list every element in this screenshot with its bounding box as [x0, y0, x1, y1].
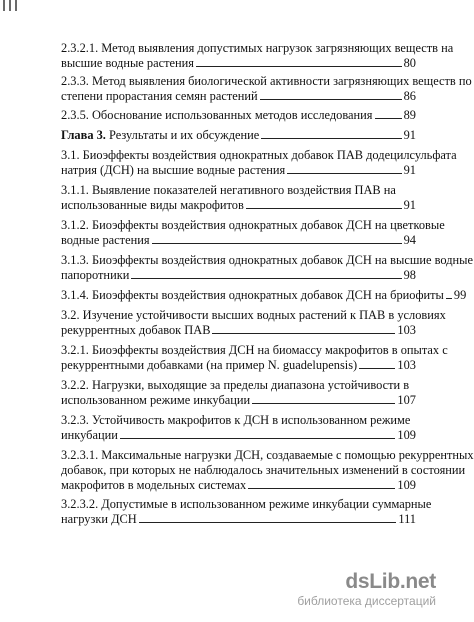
page-number: 109 [397, 478, 416, 492]
toc-line [61, 89, 416, 104]
dot-leader [139, 522, 397, 523]
toc-entry [61, 74, 472, 104]
toc-line [61, 41, 454, 56]
toc-text: 3.2.3.1. Максимальные нагрузки ДСН, создаваемые с помощью рекуррентных [61, 448, 474, 462]
page-number: 80 [403, 56, 416, 70]
toc-line [61, 378, 416, 393]
toc-line [61, 497, 432, 512]
toc-entry [61, 343, 448, 373]
toc-text: Глава 3. Результаты и их обсуждение [61, 128, 260, 142]
toc-text: 2.3.2.1. Метод выявления допустимых нагрузок загрязняющих веществ на [61, 41, 454, 55]
toc-entry [61, 108, 416, 123]
toc-text: 3.1.2. Биоэффекты воздействия однократных добавок ДСН на цветковые [61, 218, 445, 232]
toc-text: инкубации [61, 428, 118, 442]
dot-leader [375, 118, 402, 119]
toc-line [61, 358, 416, 373]
toc-line [61, 393, 416, 408]
dot-leader [248, 488, 395, 489]
toc-text: 3.2.3.2. Допустимые в использованном режиме инкубации суммарные [61, 497, 432, 511]
toc-entry [61, 288, 467, 303]
toc-line [61, 323, 416, 338]
page-number: 91 [403, 198, 416, 212]
toc-text: натрия (ДСН) на высшие водные растения [61, 163, 286, 177]
dot-leader [446, 298, 452, 299]
scan-mark [3, 0, 5, 11]
toc-line [61, 56, 416, 71]
dot-leader [252, 403, 395, 404]
dot-leader [120, 438, 396, 439]
toc-text: 3.2. Изучение устойчивости высших водных растений к ПАВ в условиях [61, 308, 446, 322]
toc-text: 3.2.1. Биоэффекты воздействия ДСН на биомассу макрофитов в опытах с [61, 343, 448, 357]
toc-entry [61, 448, 474, 493]
dot-leader [152, 243, 402, 244]
toc-entry [61, 183, 416, 213]
toc-line [61, 308, 446, 323]
toc-entry [61, 41, 454, 71]
toc-entry [61, 413, 416, 443]
page-number: 107 [397, 393, 416, 407]
toc-entry [61, 148, 457, 178]
toc-line [61, 233, 416, 248]
toc-line [61, 343, 448, 358]
toc-line [61, 74, 472, 89]
toc-line [61, 108, 416, 123]
toc-text: 3.1.3. Биоэффекты воздействия однократных добавок ДСН на высшие водные [61, 253, 473, 267]
toc-line [61, 413, 416, 428]
page-number: 94 [403, 233, 416, 247]
toc-line [61, 218, 445, 233]
toc-text: 3.2.2. Нагрузки, выходящие за пределы диапазона устойчивости в [61, 378, 410, 392]
toc-text: 3.1.1. Выявление показателей негативного воздействия ПАВ на [61, 183, 396, 197]
page-number: 91 [403, 128, 416, 142]
dot-leader [287, 173, 401, 174]
page-number: 89 [403, 108, 416, 122]
dslib-watermark [298, 570, 438, 610]
toc-line [61, 128, 416, 143]
scan-mark [15, 0, 17, 11]
toc-text: 2.3.5. Обоснование использованных методов исследования [61, 108, 373, 122]
toc-text: 2.3.3. Метод выявления биологической активности загрязняющих веществ по [61, 74, 472, 88]
toc-line [61, 148, 457, 163]
toc-text: нагрузки ДСН [61, 512, 137, 526]
dot-leader [131, 278, 401, 279]
dot-leader [246, 208, 402, 209]
page-number: 103 [397, 358, 416, 372]
dot-leader [212, 333, 395, 334]
toc-line [61, 198, 416, 213]
toc-text: добавок, при которых не наблюдалось значительных изменений в состоянии [61, 463, 466, 477]
toc-line [61, 428, 416, 443]
scan-mark [9, 0, 11, 11]
toc-entry [61, 128, 416, 143]
toc-line [61, 183, 416, 198]
toc-text: водные растения [61, 233, 150, 247]
toc-text: использованном режиме инкубации [61, 393, 251, 407]
toc-text: использованные виды макрофитов [61, 198, 244, 212]
watermark-subtitle: библиотека диссертаций [297, 594, 436, 608]
page-number: 109 [397, 428, 416, 442]
toc-line [61, 448, 474, 463]
toc-line [61, 163, 416, 178]
toc-line [61, 288, 467, 303]
toc-entry [61, 253, 473, 283]
dot-leader [359, 368, 395, 369]
toc-text: 3.1.4. Биоэффекты воздействия однократных добавок ДСН на бриофиты [61, 288, 444, 302]
toc-text: высшие водные растения [61, 56, 194, 70]
page-number: 111 [398, 512, 416, 526]
toc-line [61, 512, 416, 527]
toc-text: степени прорастания семян растений [61, 89, 258, 103]
dot-leader [261, 138, 401, 139]
toc-line [61, 268, 416, 283]
toc-line [61, 253, 473, 268]
dot-leader [196, 66, 402, 67]
scan-edge-marks [0, 0, 28, 12]
toc-text: папоротники [61, 268, 130, 282]
toc-entry [61, 218, 445, 248]
page-number: 98 [403, 268, 416, 282]
page-number: 103 [397, 323, 416, 337]
watermark-logo: dsLib.net [345, 570, 436, 593]
toc-text: рекуррентными добавками (на пример N. guadelupensis) [61, 358, 358, 372]
page-number: 91 [403, 163, 416, 177]
page-number: 99 [453, 288, 467, 302]
toc-entry [61, 497, 432, 527]
toc-entry [61, 378, 416, 408]
toc-text: 3.1. Биоэффекты воздействия однократных добавок ПАВ додецилсульфата [61, 148, 457, 162]
toc-text: рекуррентных добавок ПАВ [61, 323, 211, 337]
toc-line [61, 463, 466, 478]
toc-line [61, 478, 416, 493]
page-number: 86 [403, 89, 416, 103]
toc-text: 3.2.3. Устойчивость макрофитов к ДСН в использованном режиме [61, 413, 411, 427]
toc-entry [61, 308, 446, 338]
toc-text: макрофитов в модельных системах [61, 478, 247, 492]
dot-leader [260, 99, 402, 100]
